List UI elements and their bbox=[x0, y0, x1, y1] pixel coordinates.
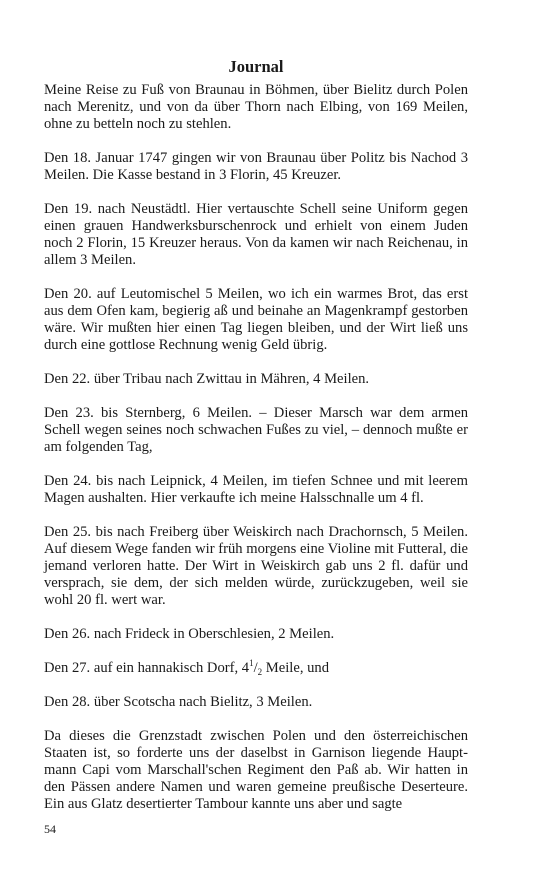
paragraph: Den 22. über Tribau nach Zwittau in Mähren, 4 Meilen. bbox=[44, 371, 370, 387]
fraction-text-after: Meile, und bbox=[262, 660, 330, 676]
paragraph-fraction bbox=[44, 660, 468, 677]
paragraph: Den 18. Januar 1747 gingen wir von Braunau über Politz bis Nachod 3 Meilen. Die Kasse bestand in 3 Florin, 45 Kreuzer. bbox=[44, 150, 468, 183]
paragraph: Den 28. über Scotscha nach Bielitz, 3 Meilen. bbox=[44, 694, 313, 710]
page-text-block bbox=[44, 56, 468, 813]
paragraph: Meine Reise zu Fuß von Braunau in Böhmen, über Bielitz durch Polen nach Merenitz, und von da über Thorn nach Elbing, von 169 Meilen, ohne zu betteln noch zu stehlen. bbox=[44, 82, 468, 132]
page-title: Journal bbox=[228, 57, 284, 76]
fraction-denominator: 2 bbox=[257, 667, 263, 677]
page-number: 54 bbox=[44, 822, 56, 836]
fraction-numerator: 1 bbox=[249, 658, 254, 668]
paragraph: Den 26. nach Frideck in Oberschlesien, 2 Meilen. bbox=[44, 626, 335, 642]
paragraph: Den 25. bis nach Freiberg über Weiskirch nach Drachornsch, 5 Meilen. Auf diesem Wege fanden wir früh morgens eine Violine mit Futteral, die jemand verloren hatte. Der Wirt in Weiskirch gab uns 2 fl. dafür und versprach, sie dem, der sich melden würde, zurückzugeben, weil sie wohl 20 fl. wert war. bbox=[44, 524, 468, 608]
paragraph: Da dieses die Grenzstadt zwischen Polen und den österreichischen Staaten ist, so forderte uns der daselbst in Garnison liegende Hauptmann Capi vom Marschall'schen Regiment den Paß ab. Wir hatten in den Pässen andere Namen und waren gemeine preußische Deserteure. Ein aus Glatz desertierter Tambour kannte uns aber und sagte bbox=[44, 728, 468, 812]
paragraph: Den 20. auf Leutomischel 5 Meilen, wo ich ein warmes Brot, das erst aus dem Ofen kam, begierig aß und beinahe an Magenkrampf gestorben wäre. Wir mußten hier einen Tag liegen bleiben, und der Wirt ließ uns durch eine gottlose Rechnung wenig Geld übrig. bbox=[44, 286, 468, 353]
fraction-text-before: Den 27. auf ein hannakisch Dorf, 4 bbox=[44, 660, 250, 676]
fraction-slash: / bbox=[253, 660, 258, 676]
paragraph: Den 24. bis nach Leipnick, 4 Meilen, im tiefen Schnee und mit leerem Magen aushalten. Hier verkaufte ich meine Halsschnalle um 4 fl. bbox=[44, 473, 468, 506]
paragraph: Den 23. bis Sternberg, 6 Meilen. – Dieser Marsch war dem armen Schell wegen seines noch schwachen Fußes zu viel, – dennoch mußte er am folgenden Tag, bbox=[44, 405, 468, 455]
paragraph: Den 19. nach Neustädtl. Hier vertauschte Schell seine Uniform gegen einen grauen Handwerksburschenrock und erhielt von einem Juden noch 2 Florin, 15 Kreuzer heraus. Von da kamen wir nach Reichenau, in allem 3 Meilen. bbox=[44, 201, 468, 268]
